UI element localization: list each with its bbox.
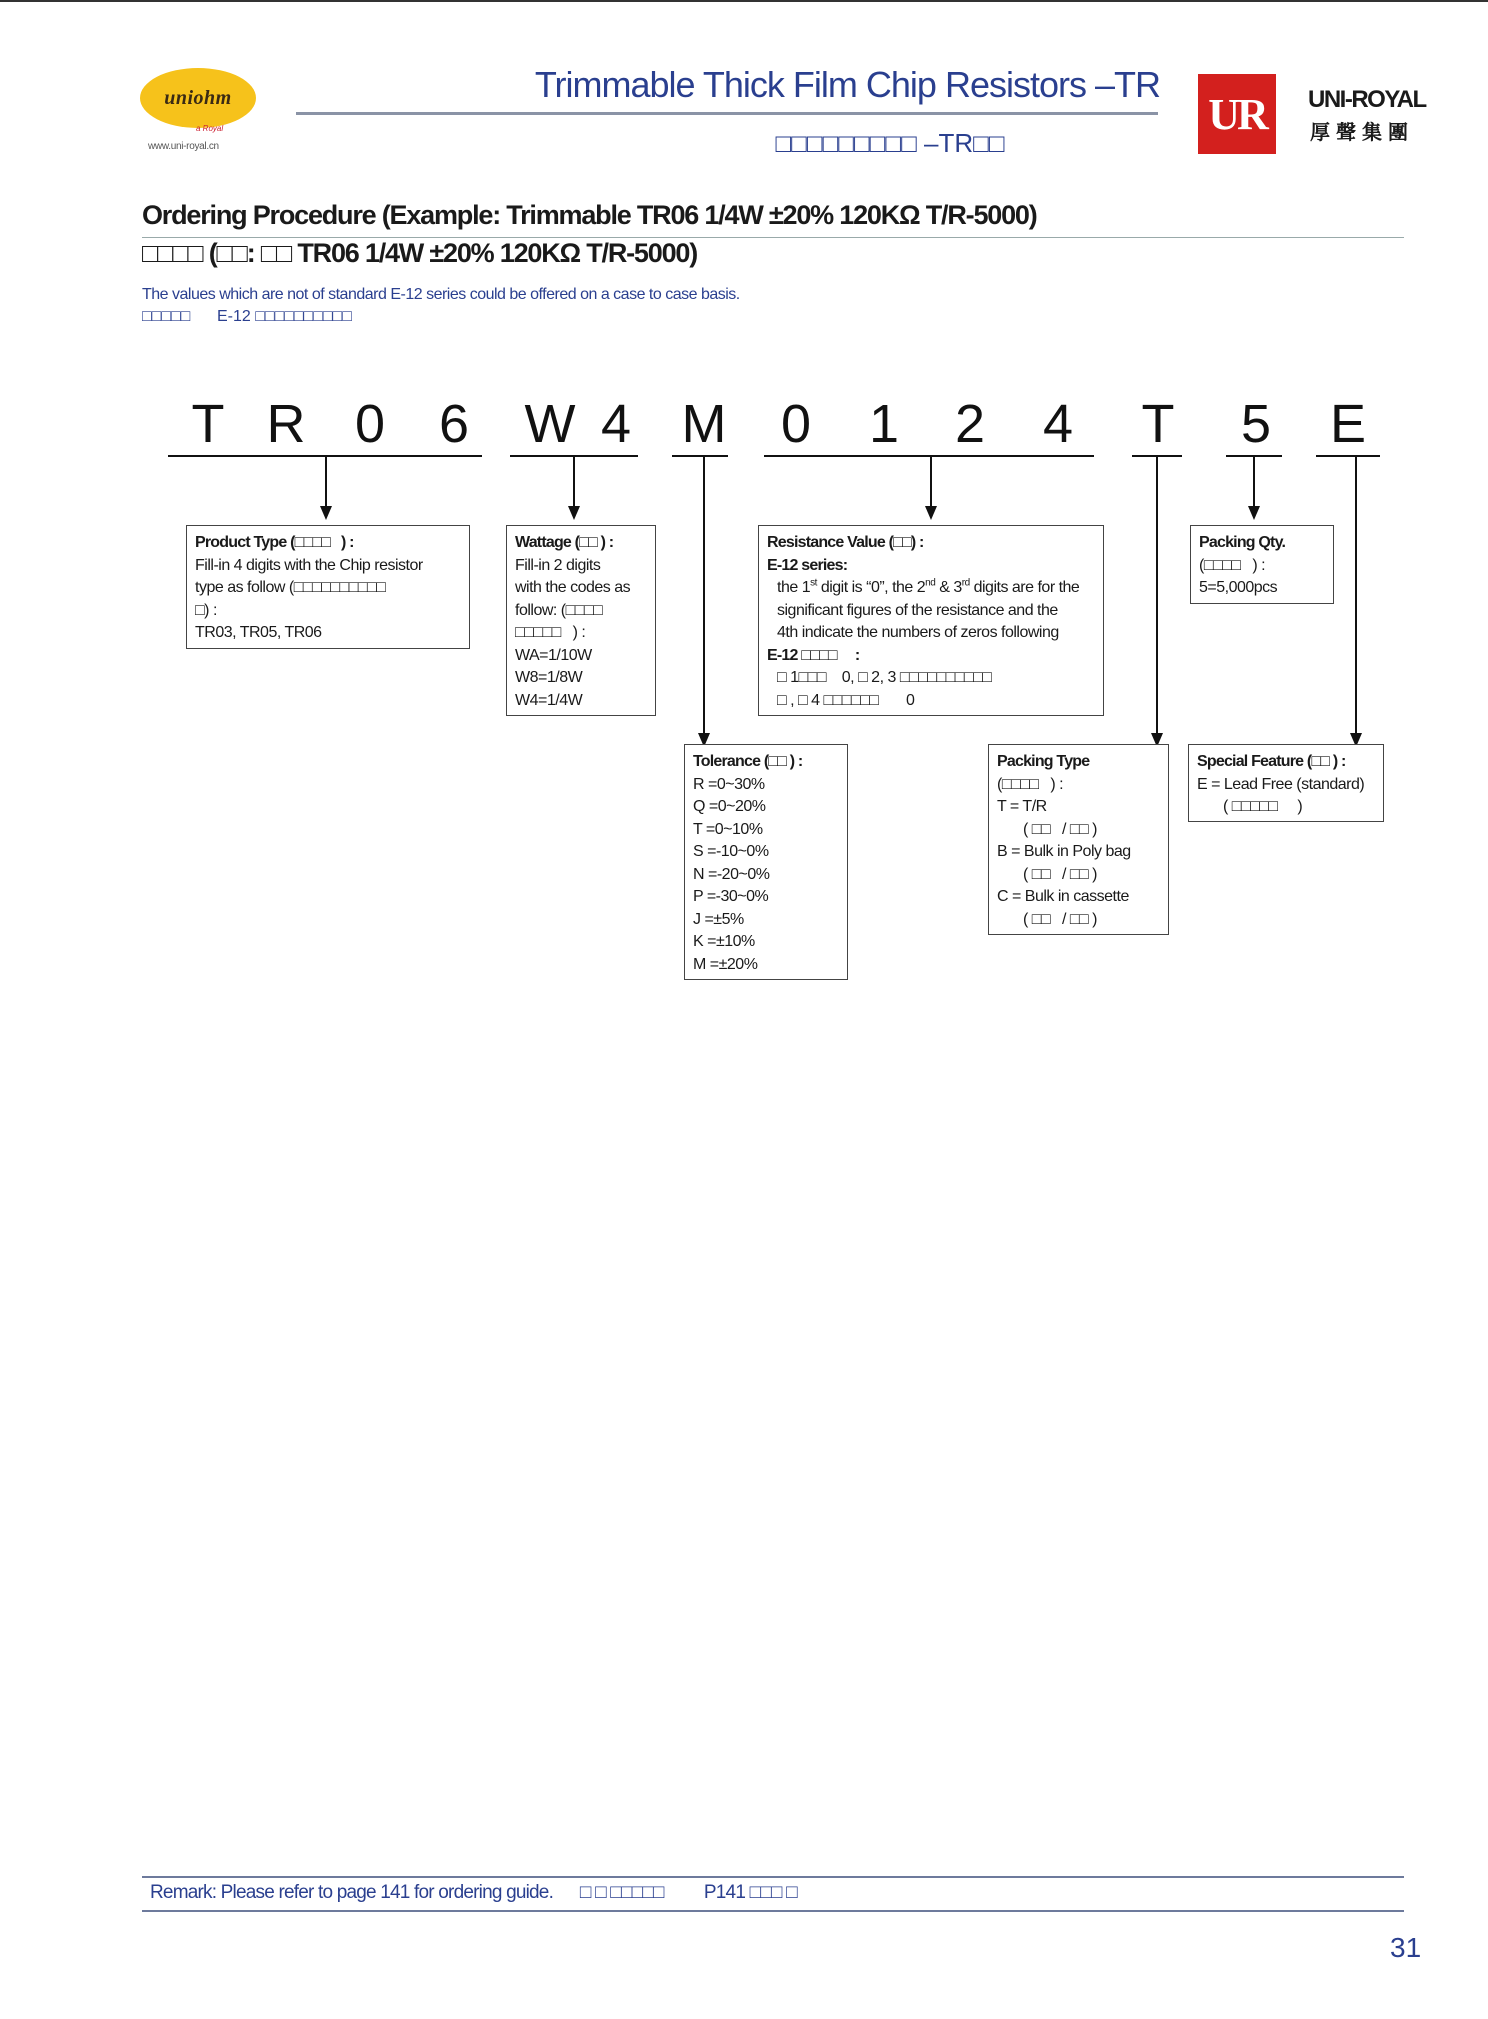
tolerance-line: K =±10% xyxy=(693,933,755,950)
resistance-line: significant figures of the resistance and the xyxy=(777,601,1058,619)
resistance-line: the 1st digit is “0”, the 2nd & 3rd digits are for the xyxy=(777,577,1080,596)
code-char: 0 xyxy=(780,394,812,454)
arrow-down-icon xyxy=(925,506,937,520)
connector-line xyxy=(325,457,327,507)
remark-text: Remark: Please refer to page 141 for ordering guide. □ □ □□□□□ P141 □□□ □ xyxy=(150,1882,797,1903)
arrow-down-icon xyxy=(320,506,332,520)
tolerance-line: S =-10~0% xyxy=(693,843,769,860)
product-type-line: TR03, TR05, TR06 xyxy=(195,624,322,641)
special-feature-title: Special Feature (□□ ) : xyxy=(1197,753,1346,770)
special-feature-line: ( □□□□□ ) xyxy=(1223,798,1303,815)
code-char: 0 xyxy=(354,394,386,454)
footer-rule-top xyxy=(142,1876,1404,1878)
packing-type-box xyxy=(988,744,1169,935)
wattage-line: □□□□□ ) : xyxy=(515,624,586,641)
document-title: Trimmable Thick Film Chip Resistors –TR xyxy=(534,64,1160,105)
connector-line xyxy=(1355,457,1357,734)
packing-type-line: ( □□ / □□ ) xyxy=(1023,865,1097,883)
connector-line xyxy=(1156,457,1158,734)
wattage-title: Wattage (□□ ) : xyxy=(515,534,614,551)
code-char: R xyxy=(266,394,306,454)
tolerance-line: J =±5% xyxy=(693,910,744,928)
tolerance-title: Tolerance (□□ ) : xyxy=(693,753,803,770)
connector-line xyxy=(573,457,575,507)
product-type-line: □) : xyxy=(195,601,217,619)
arrow-down-icon xyxy=(568,506,580,520)
packing-type-line: (□□□□ ) : xyxy=(997,775,1064,793)
tolerance-line: N =-20~0% xyxy=(693,865,770,883)
tolerance-line: R =0~30% xyxy=(693,775,765,793)
code-char: M xyxy=(681,394,727,454)
page-number: 31 xyxy=(1390,1932,1422,1963)
resistance-series: E-12 series: xyxy=(767,556,848,574)
uni-royal-logo-name: UNI-ROYAL xyxy=(1308,86,1426,113)
title-rule xyxy=(296,112,1158,115)
ur-logo-text: UR xyxy=(1208,89,1266,139)
packing-qty-box xyxy=(1190,525,1334,604)
uniohm-logo xyxy=(140,68,256,128)
code-char: 1 xyxy=(868,394,900,454)
top-border xyxy=(0,0,1488,2)
footer-rule-bottom xyxy=(142,1910,1404,1912)
product-type-line: type as follow (□□□□□□□□□□ xyxy=(195,579,386,596)
uniohm-logo-url: www.uni-royal.cn xyxy=(148,141,219,152)
wattage-box xyxy=(506,525,656,716)
resistance-line: 4th indicate the numbers of zeros following xyxy=(777,624,1059,641)
code-char: W xyxy=(524,394,576,454)
special-feature-box xyxy=(1188,744,1384,822)
connector-line xyxy=(1253,457,1255,507)
tolerance-line: M =±20% xyxy=(693,955,758,973)
wattage-line: WA=1/10W xyxy=(515,646,592,664)
tolerance-line: T =0~10% xyxy=(693,820,763,838)
code-char: E xyxy=(1329,394,1367,454)
packing-type-line: ( □□ / □□ ) xyxy=(1023,910,1097,928)
code-char: 5 xyxy=(1240,394,1272,454)
ur-logo-badge xyxy=(1198,74,1276,154)
document-subtitle: □□□□□□□□□ –TR□□ xyxy=(775,128,1005,158)
note-en: The values which are not of standard E-12 series could be offered on a case to case basis. xyxy=(142,286,740,303)
packing-type-line: B = Bulk in Poly bag xyxy=(997,843,1131,860)
ordering-heading-en: Ordering Procedure (Example: Trimmable TR06 1/4W ±20% 120KΩ T/R-5000) xyxy=(142,200,1037,230)
packing-qty-title: Packing Qty. xyxy=(1199,534,1286,551)
resistance-cn-line: □ 1□□□ 0, □ 2, 3 □□□□□□□□□□ xyxy=(777,669,992,686)
wattage-line: W8=1/8W xyxy=(515,669,583,686)
connector-line xyxy=(930,457,932,507)
code-char: 4 xyxy=(600,394,632,454)
packing-type-title: Packing Type xyxy=(997,753,1090,770)
resistance-title: Resistance Value (□□) : xyxy=(767,534,924,551)
resistance-cn-line: □ , □ 4 □□□□□□ 0 xyxy=(777,691,915,709)
arrow-down-icon xyxy=(1248,506,1260,520)
uniohm-logo-text: uniohm xyxy=(164,86,232,109)
note-cn: □□□□□ E-12 □□□□□□□□□□ xyxy=(142,308,352,325)
resistance-cn-title: E-12 □□□□ : xyxy=(767,646,860,664)
packing-qty-line: (□□□□ ) : xyxy=(1199,556,1266,574)
product-type-title: Product Type (□□□□ ) : xyxy=(195,534,354,551)
code-char: 6 xyxy=(438,394,470,454)
uniohm-logo-tag: a Royal xyxy=(196,124,224,133)
segment-underline-special-feature xyxy=(1316,455,1380,457)
uni-royal-logo-cn: 厚聲集團 xyxy=(1310,122,1414,144)
tolerance-line: Q =0~20% xyxy=(693,798,766,815)
wattage-line: W4=1/4W xyxy=(515,691,583,709)
packing-type-line: C = Bulk in cassette xyxy=(997,888,1129,905)
resistance-value-box xyxy=(758,525,1104,716)
code-char: T xyxy=(191,394,225,454)
ordering-heading-cn: □□□□ (□□: □□ TR06 1/4W ±20% 120KΩ T/R-5000) xyxy=(142,238,697,268)
segment-underline-resistance xyxy=(764,455,1094,457)
tolerance-line: P =-30~0% xyxy=(693,888,769,905)
wattage-line: with the codes as xyxy=(515,579,631,596)
connector-line xyxy=(703,457,705,734)
wattage-line: follow: (□□□□ xyxy=(515,601,603,619)
code-char: 4 xyxy=(1042,394,1074,454)
code-char: T xyxy=(1141,394,1175,454)
wattage-line: Fill-in 2 digits xyxy=(515,556,601,574)
packing-type-line: T = T/R xyxy=(997,798,1047,815)
segment-underline-tolerance xyxy=(672,455,728,457)
packing-qty-line: 5=5,000pcs xyxy=(1199,579,1278,596)
code-char: 2 xyxy=(954,394,986,454)
product-type-box xyxy=(186,525,470,649)
tolerance-box xyxy=(684,744,848,980)
special-feature-line: E = Lead Free (standard) xyxy=(1197,775,1365,793)
product-type-line: Fill-in 4 digits with the Chip resistor xyxy=(195,556,423,574)
packing-type-line: ( □□ / □□ ) xyxy=(1023,820,1097,838)
